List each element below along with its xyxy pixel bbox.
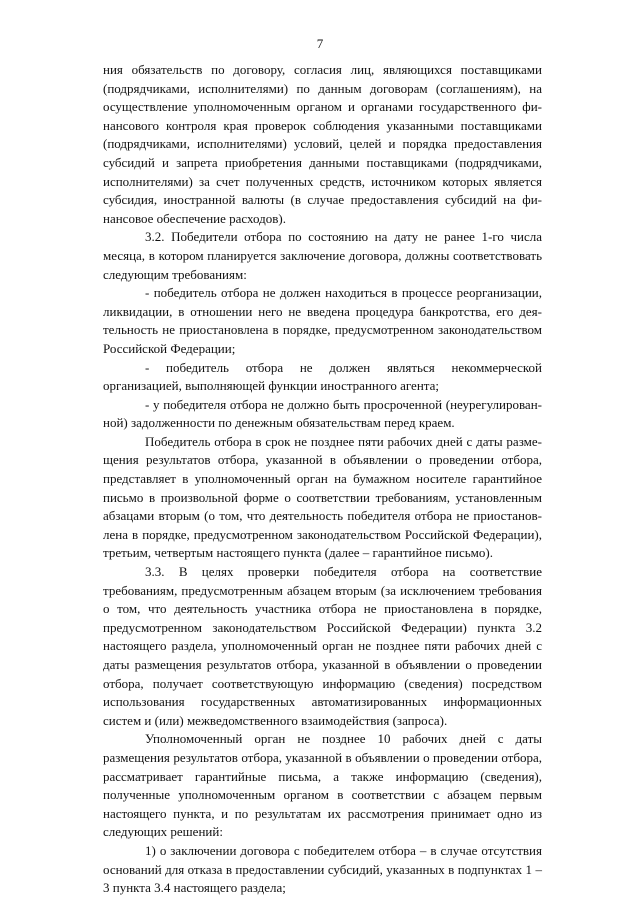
- paragraph-requirement-reorganization: - победитель отбора не должен находиться в процессе реорганизации, ликвидации, в отношении него не введена процедура банкротства, его деятельность не приостановлена в порядке, предусмотренном законодательством Российской Федерации;: [103, 285, 542, 356]
- paragraph-requirement-foreign-agent: - победитель отбора не должен являться некоммерческой организацией, выполняющей функции иностранного агента;: [103, 359, 542, 394]
- paragraph-guarantee-letter: Победитель отбора в срок не позднее пяти рабочих дней с даты размещения результатов отбора, указанной в объявлении о проведении отбора, представляет в уполномоченный орган на бумажном носителе гарантийное письмо в произвольной форме о соответствии требованиям, установленным абзацами вторым (о том, что деятельность победителя отбора не приостановлена в порядке, предусмотренном законодательством Российской Федерации), третьим, четвертым настоящего пункта (далее – гарантийное письмо).: [103, 433, 542, 561]
- paragraph-3-2: 3.2. Победители отбора по состоянию на дату не ранее 1-го числа месяца, в котором планируется заключение договора, должны соответствовать следующим требованиям:: [103, 229, 542, 282]
- paragraph-review-decision: Уполномоченный орган не позднее 10 рабочих дней с даты размещения результатов отбора, указанной в объявлении о проведении отбора, рассматривает гарантийные письма, а также информацию (сведения), полученные уполномоченным органом в соответствии с абзацем первым настоящего пункта, и по результатам их рассмотрения принимает одно из следующих решений:: [103, 731, 542, 840]
- paragraph-continuation: ния обязательств по договору, согласия лиц, являющихся поставщиками (подрядчиками, исполнителями) по данным договорам (соглашениям), на осуществление уполномоченным органом и органами государственного финансового контроля края проверок соблюдения указанными поставщиками (подрядчиками, исполнителями) условий, целей и порядка предоставления субсидий и запрета приобретения данными поставщиками (подрядчиками, исполнителями) за счет полученных средств, источником которых является субсидия, иностранной валюты (в случае предоставления субсидий на финансовое обеспечение расходов).: [103, 62, 542, 226]
- page-number: 7: [316, 36, 324, 51]
- paragraph-decision-1: 1) о заключении договора с победителем отбора – в случае отсутствия оснований для отказа в предоставлении субсидий, указанных в подпунктах 1 – 3 пункта 3.4 настоящего раздела;: [103, 842, 542, 896]
- document-body: [103, 61, 542, 898]
- paragraph-3-3: 3.3. В целях проверки победителя отбора на соответствие требованиям, предусмотренным абзацем вторым (за исключением требования о том, что деятельность участника отбора не приостановлена в порядке, предусмотренном законодательством Российской Федерации) пункта 3.2 настоящего раздела, уполномоченный орган не позднее пяти рабочих дней с даты размещения результатов отбора, указанной в объявлении о проведении отбора, получает соответствующую информацию (сведения) посредством использования государственных автоматизированных информационных систем и (или) межведомственного взаимодействия (запроса).: [103, 564, 542, 728]
- paragraph-requirement-debt: - у победителя отбора не должно быть просроченной (неурегулированной) задолженности по денежным обязательствам перед краем.: [103, 396, 542, 431]
